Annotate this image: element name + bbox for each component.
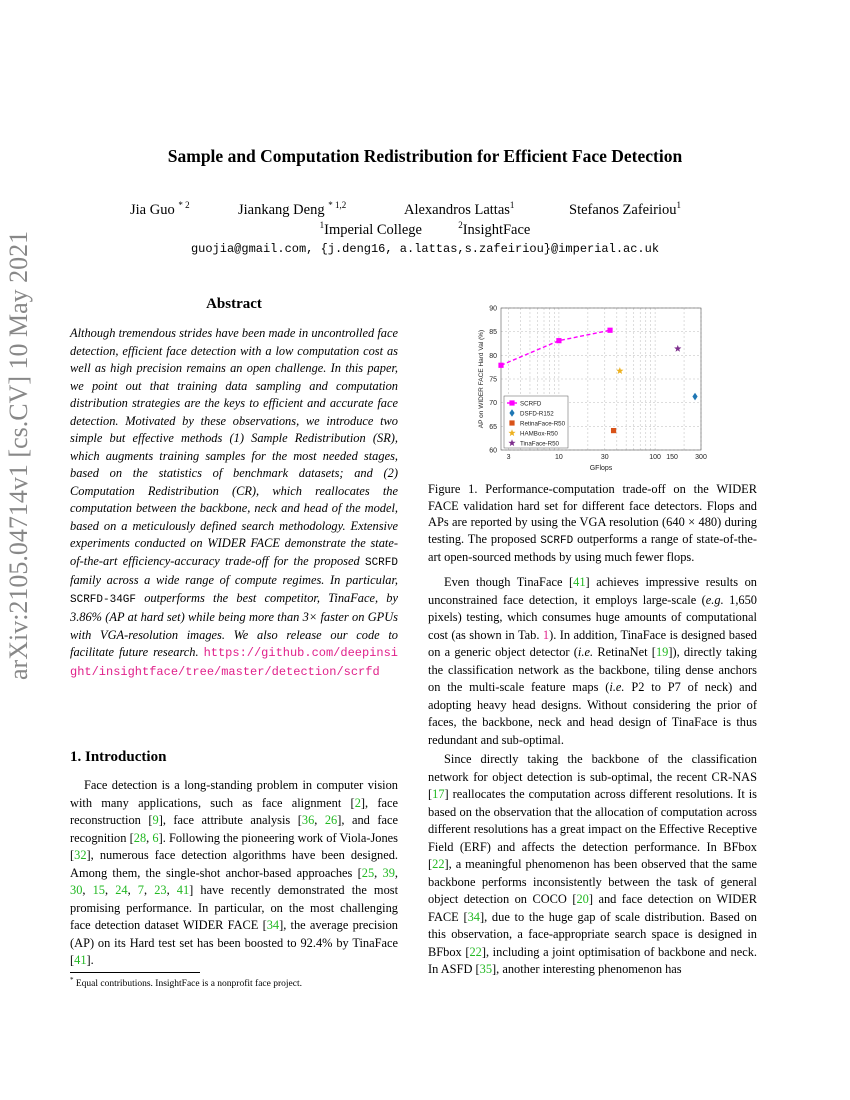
x-tick-label: 150 <box>666 454 678 461</box>
legend-marker-scrfd <box>509 400 514 405</box>
y-tick-label: 65 <box>489 423 497 431</box>
legend-label-tinaface-r50: TinaFace-R50 <box>520 440 559 448</box>
y-tick-label: 85 <box>489 329 497 337</box>
author-emails: guojia@gmail.com, {j.deng16, a.lattas,s.zafeiriou}@imperial.ac.uk <box>190 242 660 256</box>
x-tick-label: 30 <box>600 454 609 461</box>
legend-marker-retinaface-r50 <box>509 420 514 425</box>
code-link[interactable]: https://github.com/deepinsight/insightface/tree/master/detection/scrfd <box>70 646 398 679</box>
x-tick-label: 300 <box>695 454 707 461</box>
y-tick-label: 90 <box>489 305 497 313</box>
y-tick-label: 80 <box>489 352 497 360</box>
author-2: Jiankang Deng $^{* 1,2}$ <box>238 200 347 218</box>
performance-chart <box>474 300 714 475</box>
affiliations: $^1$Imperial College $^2$InsightFace <box>319 220 531 238</box>
paper-title: Sample and Computation Redistribution for Efficient Face Detection <box>167 146 683 166</box>
scrfd-point <box>498 363 503 368</box>
tinaface-r50-point <box>674 345 681 352</box>
x-tick-label: 10 <box>555 454 563 461</box>
scrfd-point <box>607 328 612 333</box>
column-two-text <box>428 574 757 981</box>
affiliation-2: InsightFace <box>462 221 531 238</box>
abstract-heading: Abstract <box>206 296 262 312</box>
paragraph: Even though TinaFace [41] achieves impressive results on unconstrained face detection, it employs large-scale (e.g. 1,650 pixels) testing, which consumes huge amounts of computational cost (as shown in Tab. 1). In addition, TinaFace is designed based on a generic object detector (i.e. RetinaNet [19]), directly taking the classification network as the backbone, tiling dense anchors on the multi-scale feature maps (i.e. P2 to P7 of neck) and adopting heavy head designs. Without considering the prior of faces, the backbone, neck and head design of TinaFace is thus redundant and sub-optimal. <box>428 575 758 747</box>
legend-label-retinaface-r50: RetinaFace-R50 <box>520 420 566 428</box>
author-list <box>0 200 850 220</box>
affiliation-1: Imperial College <box>324 221 422 238</box>
x-tick-label: 3 <box>506 454 511 461</box>
intro-heading: 1. Introduction <box>70 749 167 765</box>
scrfd-line <box>501 330 610 365</box>
intro-paragraph: Face detection is a long-standing problem in computer vision with many applications, such as face alignment [2], face reconstruction [9], face attribute analysis [36, 26], and face recognition [28, 6]. Following the pioneering work of Viola-Jones [32], numerous face detection algorithms have been designed. Among them, the single-shot anchor-based approaches [25, 39, 30, 15, 24, 7, 23, 41] have recently demonstrated the most promising performance. In particular, on the most challenging face detection dataset WIDER FACE [34], the average precision (AP) on its Hard test set has been boosted to 92.4% by TinaFace [41]. <box>70 778 399 967</box>
y-tick-label: 60 <box>489 447 497 455</box>
author-4: Stefanos Zafeiriou$^1$ <box>569 200 682 218</box>
legend-label-scrfd: SCRFD <box>520 400 542 408</box>
y-axis-label: AP on WIDER FACE Hard Val (%) <box>478 329 485 429</box>
footnote-rule <box>70 972 200 973</box>
retinaface-r50-point <box>611 428 616 433</box>
y-tick-label: 70 <box>489 400 497 408</box>
figure-caption: Figure 1. Performance-computation trade-off on the WIDER FACE validation hard set for different face detectors. Flops and APs are reported by using the VGA resolution (640 × 480) during testing. The proposed SCRFD outperforms a range of state-of-the-art open-sourced methods by using much fewer flops. <box>428 482 757 564</box>
x-tick-label: 100 <box>649 454 661 461</box>
abstract-body: Although tremendous strides have been made in uncontrolled face detection, efficient face detection with a low computation cost as well as high precision remains an open challenge. In this paper, we point out that training data sampling and computation distribution strategies are the keys to efficient and accurate face detection. Motivated by these observations, we introduce two simple but effective methods (1) Sample Redistribution (SR), which augments training samples for the most needed stages, based on the statistics of benchmark datasets; and (2) Computation Redistribution (CR), which reallocates the computation between the backbone, neck and head of the model, based on a meticulously defined search methodology. Extensive experiments conducted on WIDER FACE demonstrate the state-of-the-art efficiency-accuracy trade-off for the proposed SCRFD family across a wide range of compute regimes. In particular, SCRFD-34GF outperforms the best competitor, TinaFace, by 3.86% (AP at hard set) while being more than 3× faster on GPUs with VGA-resolution images. We also release our code to facilitate future research. https://github.com/deepinsight/insightface/tree/master/detection/scrfd <box>70 326 398 679</box>
x-axis-label: GFlops <box>589 465 613 472</box>
y-tick-label: 75 <box>489 376 497 384</box>
author-3: Alexandros Lattas$^1$ <box>404 200 515 218</box>
paragraph: Since directly taking the backbone of the classification network for object detection is sub-optimal, the recent CR-NAS [17] reallocates the computation across different resolutions. It is based on the observation that the allocation of computation across different resolutions has a great impact on the Effective Receptive Field (ERF) and affects the detection performance. In BFbox [22], a meaningful phenomenon has been observed that the same backbone performs inconsistently between the task of general object detection on COCO [20] and face detection on WIDER FACE [34], due to the huge gap of scale distribution. Based on this observation, a face-appropriate search space is designed in BFbox [22], including a joint optimisation of backbone and neck. In ASFD [35], another interesting phenomenon has <box>428 752 757 976</box>
legend-label-dsfd-r152: DSFD-R152 <box>520 410 554 418</box>
arxiv-identifier: arXiv:2105.04714v1 [cs.CV] 10 May 2021 <box>4 230 33 680</box>
scrfd-point <box>556 338 561 343</box>
legend-label-hambox-r50: HAMBox-R50 <box>520 430 558 438</box>
footnote: * Equal contributions. InsightFace is a nonprofit face project. <box>70 976 302 990</box>
dsfd-r152-point <box>692 393 697 401</box>
author-1: Jia Guo $^{* 2}$ <box>130 200 190 218</box>
hambox-r50-point <box>616 367 623 374</box>
